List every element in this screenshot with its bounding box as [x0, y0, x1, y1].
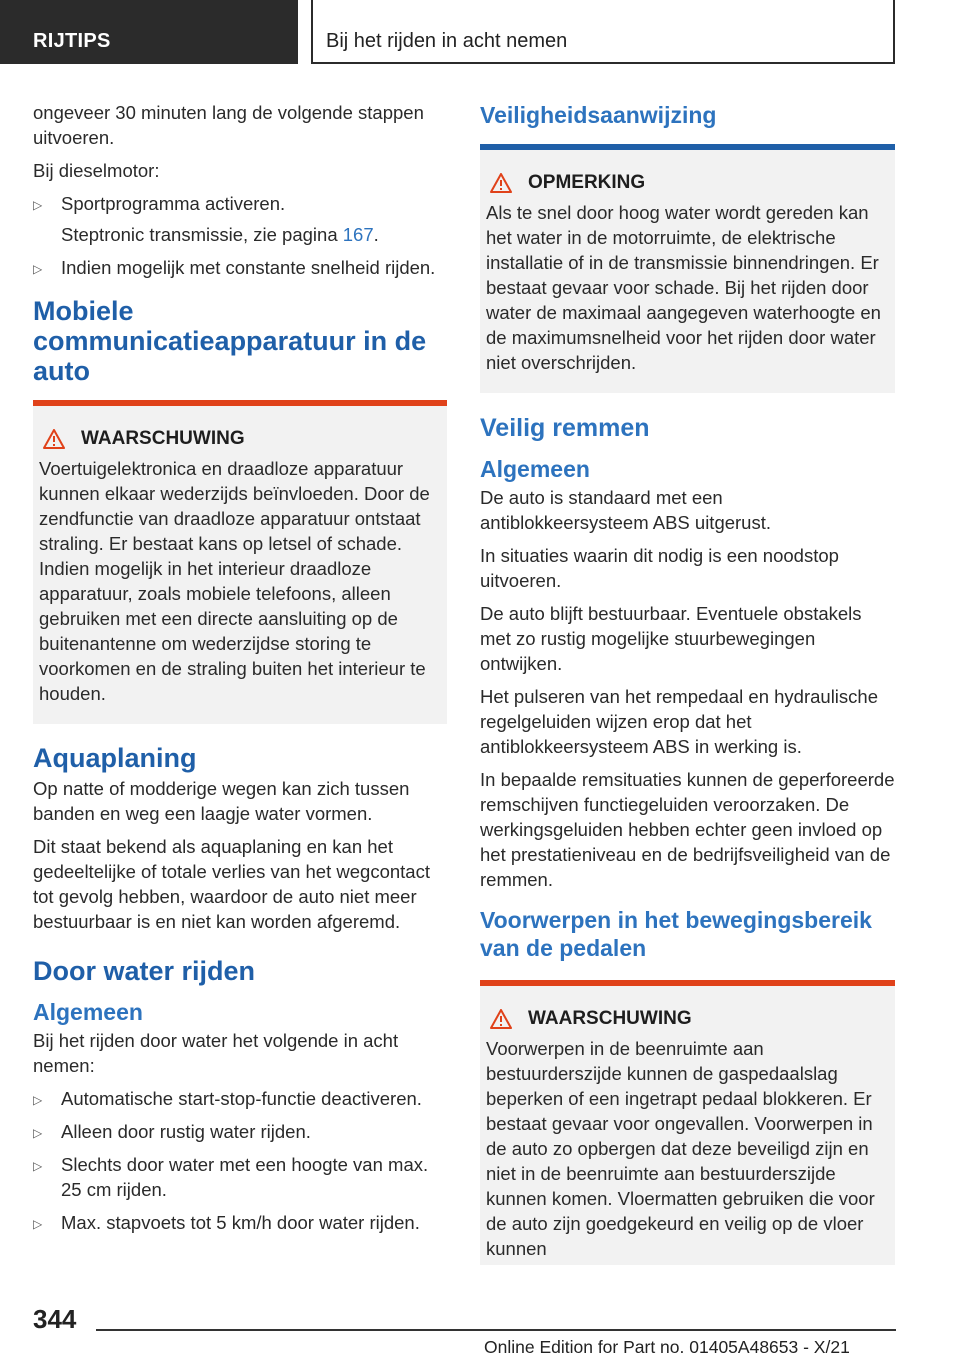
triangle-bullet-icon: ▷: [33, 1126, 43, 1140]
list-item-text: Max. stapvoets tot 5 km/h door water rijden.: [61, 1212, 420, 1233]
mobile-heading: Mobiele communicatieapparatuur in de auto: [33, 296, 427, 386]
section-tab: [0, 0, 298, 64]
safety-heading: Veiligheidsaanwijzing: [480, 102, 717, 128]
water-heading: Door water rijden: [33, 956, 256, 986]
warning-title-text: WAARSCHUWING: [81, 428, 245, 449]
chapter-tab: [311, 0, 895, 64]
water-subheading: Algemeen: [33, 999, 143, 1025]
braking-paragraph: In situaties waarin dit nodig is een noodstop uitvoeren.: [480, 545, 839, 591]
aquaplaning-paragraph: Op natte of modderige wegen kan zich tussen banden en weg een laagje water vormen.: [33, 778, 410, 824]
subtext-prefix: Steptronic transmissie, zie pagina: [61, 224, 343, 245]
note-body: Als te snel door hoog water wordt gereden kan het water in de motorruimte, de elektrische installatie of in de transmissie binnendringen. Er bestaat gevaar voor schade. Bij het rijden door water de maximaal aangegeven waterhoogte en de maximumsnelheid voor het rijden door water niet overschrijden.: [486, 202, 881, 373]
subtext-suffix: .: [373, 224, 379, 245]
list-item-text: Slechts door water met een hoogte van max. 25 cm rijden.: [61, 1154, 429, 1200]
note-title: [486, 172, 885, 194]
intro-paragraph: ongeveer 30 minuten lang de volgende stappen uitvoeren.: [33, 102, 424, 148]
warning-body: Voorwerpen in de beenruimte aan bestuurderszijde kunnen de gaspedaalslag beperken of een ingetrapt pedaal blokkeren. Er bestaat gevaar voor ongevallen. Voorwerpen in de auto zo opbergen dat deze beveiligd zijn en niet in de beenruimte aan bestuurderszijde kunnen komen. Vloermatten gebruiken die voor de auto zijn goedgekeurd en veilig op de vloer kunnen: [486, 1038, 875, 1259]
left-column: [33, 100, 447, 1243]
warning-triangle-icon: [490, 1009, 512, 1029]
list-item: [33, 255, 447, 280]
water-list: [33, 1086, 447, 1235]
braking-paragraph: De auto blijft bestuurbaar. Eventuele obstakels met zo rustig mogelijke stuurbewegingen ontwijken.: [480, 603, 862, 674]
pedals-heading: Voorwerpen in het bewegingsbereik van de pedalen: [480, 907, 872, 961]
warning-box: [33, 400, 447, 724]
edition-label: Online Edition for Part no. 01405A48653 - X/21: [484, 1337, 850, 1357]
diesel-label: Bij dieselmotor:: [33, 160, 160, 181]
triangle-bullet-icon: ▷: [33, 198, 43, 212]
warning-box: [480, 980, 895, 1265]
list-item-text: Automatische start-stop-functie deactiveren.: [61, 1088, 422, 1109]
footer-divider: [96, 1329, 896, 1331]
braking-paragraph: In bepaalde remsituaties kunnen de geperforeerde remschijven functiegeluiden veroorzaken. De werkingsgeluiden hebben echter geen invloed op het prestatieniveau en de bedrijfsveiligheid van de remmen.: [480, 769, 895, 890]
note-box: [480, 144, 895, 393]
page-number: 344: [33, 1304, 77, 1334]
list-item-text: Indien mogelijk met constante snelheid rijden.: [61, 257, 436, 278]
list-item: [33, 1210, 447, 1235]
list-item-text: Alleen door rustig water rijden.: [61, 1121, 311, 1142]
warning-body: Voertuigelektronica en draadloze apparatuur kunnen elkaar wederzijds beïnvloeden. Door de zendfunctie van draadloze apparatuur ontstaat straling. Er bestaat kans op letsel of schade. Indien mogelijk in het interieur draadloze apparatuur, zoals mobiele telefoons, alleen gebruiken met een directe aansluiting op de buitenantenne om wederzijdse storing te voorkomen en de straling buiten het interieur te houden.: [39, 458, 430, 704]
list-item: [33, 1152, 447, 1202]
warning-title: [39, 428, 437, 450]
list-item: [33, 191, 447, 216]
braking-paragraph: Het pulseren van het rempedaal en hydraulische regelgeluiden wijzen erop dat het antiblokkeersysteem ABS in werking is.: [480, 686, 878, 757]
diesel-list-cont: [33, 255, 447, 280]
warning-title: [486, 1008, 885, 1030]
right-column: [480, 100, 895, 1285]
triangle-bullet-icon: ▷: [33, 1217, 43, 1231]
warning-triangle-icon: [43, 429, 65, 449]
triangle-bullet-icon: ▷: [33, 1159, 43, 1173]
aquaplaning-heading: Aquaplaning: [33, 743, 197, 773]
braking-paragraph: De auto is standaard met een antiblokkeersysteem ABS uitgerust.: [480, 487, 772, 533]
triangle-bullet-icon: ▷: [33, 262, 43, 276]
aquaplaning-paragraph: Dit staat bekend als aquaplaning en kan het gedeeltelijke of totale verlies van het wegcontact tot gevolg hebben, waardoor de auto niet meer bestuurbaar is en niet kan worden afgeremd.: [33, 836, 430, 932]
braking-subheading: Algemeen: [480, 456, 590, 482]
warning-triangle-icon: [490, 173, 512, 193]
section-title: RIJTIPS: [33, 30, 111, 52]
list-item: [33, 1119, 447, 1144]
page-link[interactable]: 167: [342, 224, 374, 245]
chapter-title: Bij het rijden in acht nemen: [326, 30, 568, 52]
note-title-text: OPMERKING: [528, 172, 646, 193]
braking-heading: Veilig remmen: [480, 414, 650, 442]
triangle-bullet-icon: ▷: [33, 1093, 43, 1107]
list-item-subtext: [33, 222, 447, 247]
water-intro: Bij het rijden door water het volgende in acht nemen:: [33, 1030, 399, 1076]
list-item: [33, 1086, 447, 1111]
warning-title-text: WAARSCHUWING: [528, 1008, 692, 1029]
list-item-text: Sportprogramma activeren.: [61, 193, 286, 214]
diesel-list: [33, 191, 447, 216]
